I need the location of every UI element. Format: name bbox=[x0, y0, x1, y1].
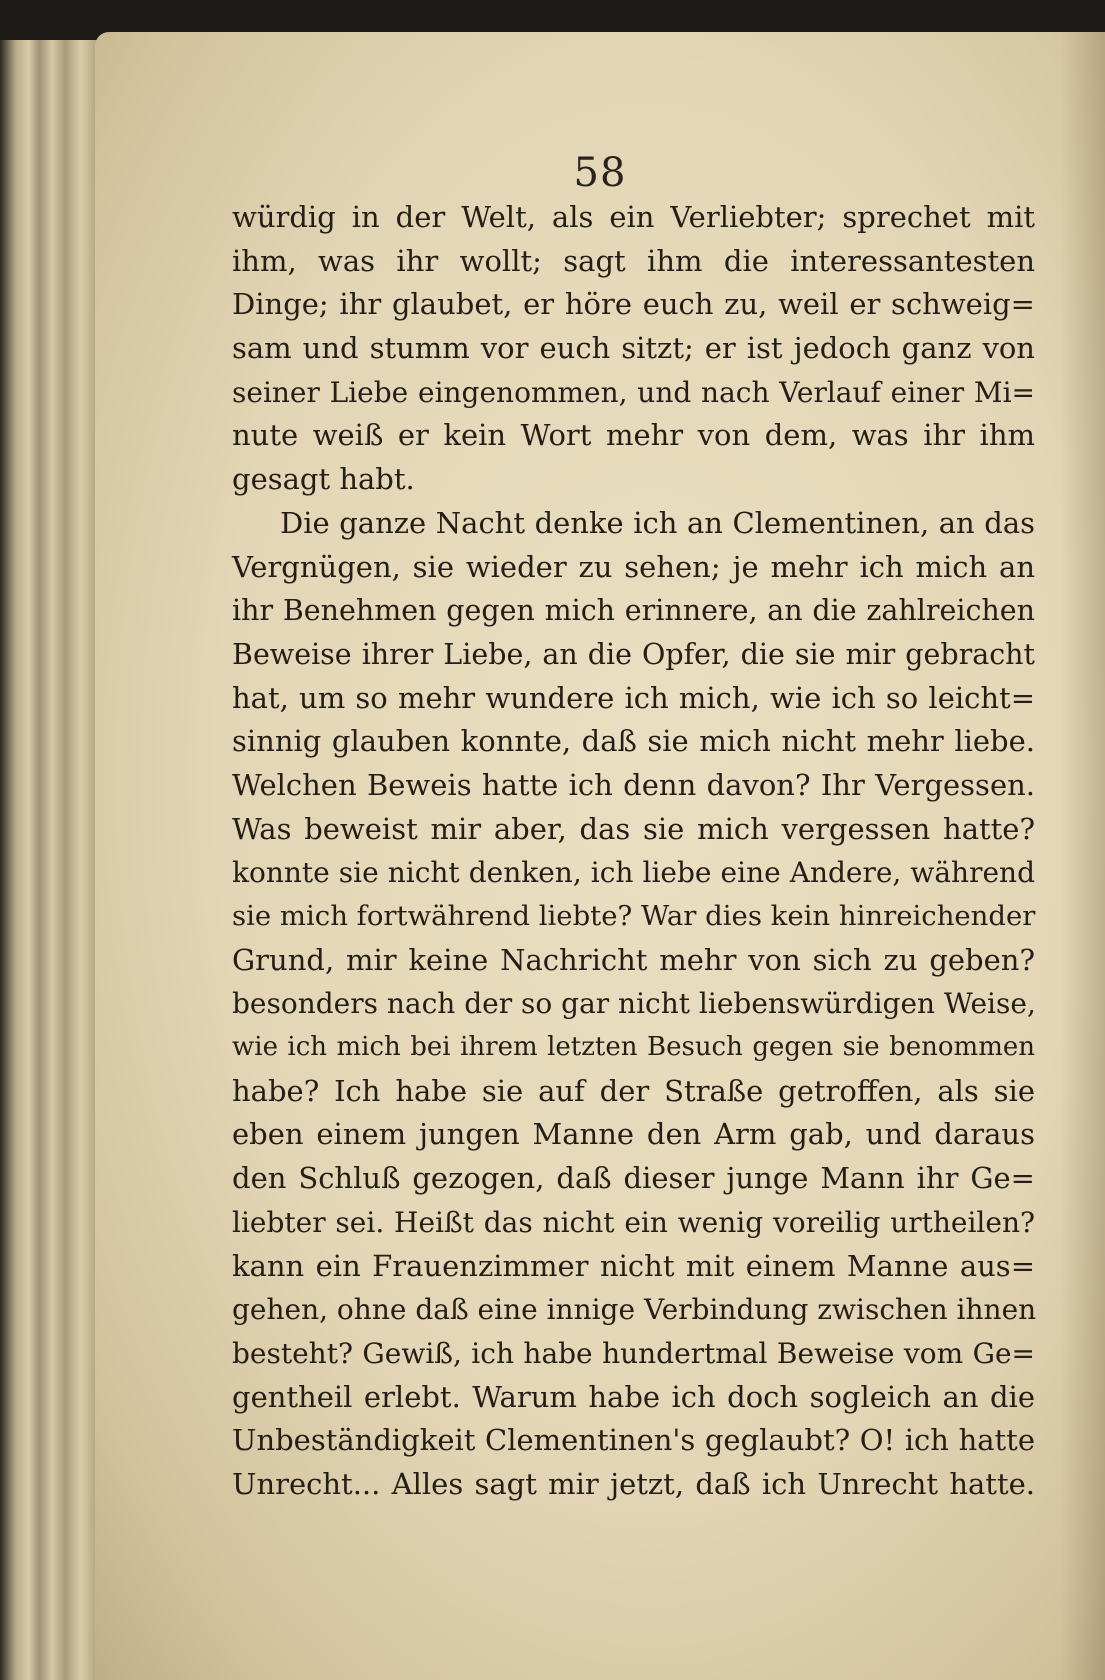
text-line: seiner Liebe eingenommen, und nach Verlauf einer Mi= bbox=[232, 375, 1035, 409]
text-line: liebter sei. Heißt das nicht ein wenig voreilig urtheilen? bbox=[232, 1205, 1035, 1239]
text-line: Welchen Beweis hatte ich denn davon? Ihr Vergessen. bbox=[232, 767, 1035, 802]
text-line: Vergnügen, sie wieder zu sehen; je mehr ich mich an bbox=[232, 549, 1035, 584]
page-number: 58 bbox=[573, 150, 627, 196]
text-line: ihm, was ihr wollt; sagt ihm die interessantesten bbox=[232, 243, 1035, 278]
text-line: sam und stumm vor euch sitzt; er ist jedoch ganz von bbox=[232, 331, 1035, 366]
text-line: Unrecht... Alles sagt mir jetzt, daß ich Unrecht hatte. bbox=[232, 1466, 1035, 1501]
text-line: sinnig glauben konnte, daß sie mich nicht mehr liebe. bbox=[232, 724, 1035, 759]
text-line: konnte sie nicht denken, ich liebe eine Andere, während bbox=[232, 856, 1035, 890]
text-line: Beweise ihrer Liebe, an die Opfer, die sie mir gebracht bbox=[232, 637, 1035, 671]
text-line: Was beweist mir aber, das sie mich vergessen hatte? bbox=[232, 811, 1035, 846]
text-line: nute weiß er kein Wort mehr von dem, was ihr ihm bbox=[232, 418, 1035, 453]
text-line: gehen, ohne daß eine innige Verbindung zwischen ihnen bbox=[232, 1293, 1037, 1327]
text-line: den Schluß gezogen, daß dieser junge Mann ihr Ge= bbox=[232, 1161, 1035, 1196]
text-line: eben einem jungen Manne den Arm gab, und daraus bbox=[232, 1117, 1035, 1152]
text-line: Die ganze Nacht denke ich an Clementinen, an das bbox=[280, 505, 1035, 540]
text-line: gesagt habt. bbox=[232, 462, 415, 497]
text-line: habe? Ich habe sie auf der Straße getroffen, als sie bbox=[232, 1073, 1035, 1108]
text-line: hat, um so mehr wundere ich mich, wie ich so leicht= bbox=[232, 680, 1035, 715]
text-line: Grund, mir keine Nachricht mehr von sich zu geben? bbox=[232, 942, 1035, 977]
text-line: gentheil erlebt. Warum habe ich doch sogleich an die bbox=[232, 1379, 1035, 1414]
text-line: Unbeständigkeit Clementinen's geglaubt? O! ich hatte bbox=[232, 1423, 1035, 1458]
text-line: Dinge; ihr glaubet, er höre euch zu, weil er schweig= bbox=[232, 287, 1035, 322]
text-line: sie mich fortwährend liebte? War dies kein hinreichender bbox=[232, 900, 1036, 932]
body-text bbox=[232, 196, 1035, 1507]
text-line: ihr Benehmen gegen mich erinnere, an die zahlreichen bbox=[232, 594, 1035, 628]
text-line: kann ein Frauenzimmer nicht mit einem Manne aus= bbox=[232, 1248, 1035, 1283]
text-line: würdig in der Welt, als ein Verliebter; sprechet mit bbox=[232, 200, 1035, 234]
text-line: besonders nach der so gar nicht liebenswürdigen Weise, bbox=[232, 987, 1036, 1021]
text-line: besteht? Gewiß, ich habe hundertmal Beweise vom Ge= bbox=[232, 1336, 1035, 1370]
text-line: wie ich mich bei ihrem letzten Besuch gegen sie benommen bbox=[232, 1032, 1035, 1063]
